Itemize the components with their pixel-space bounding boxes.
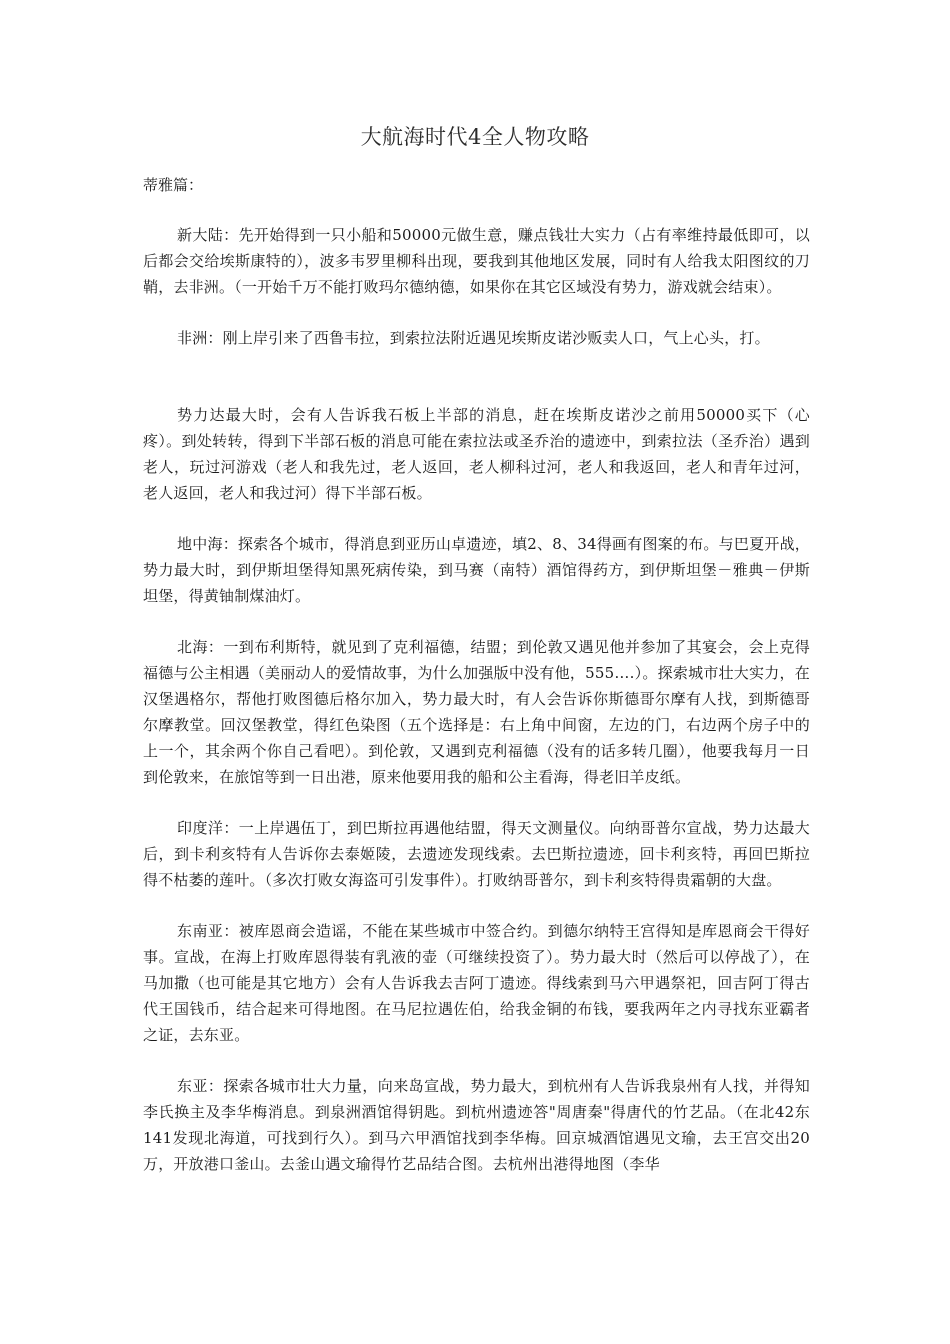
paragraph-africa-continued: 势力达最大时，会有人告诉我石板上半部的消息，赶在埃斯皮诺沙之前用50000买下（心疼）。到处转转，得到下半部石板的消息可能在索拉法或圣乔治的遗迹中，到索拉法（圣乔治）遇到老人，玩过河游戏（老人和我先过，老人返回，老人柳科过河，老人和我返回，老人和青年过河，老人返回，老人和我过河）得下半部石板。 [143,406,810,502]
document-body [143,222,810,1177]
section-heading: 蒂雅篇： [143,176,204,194]
paragraph-north-sea: 北海：一到布利斯特，就见到了克利福德，结盟；到伦敦又遇见他并参加了其宴会，会上克得福德与公主相遇（美丽动人的爱情故事，为什么加强版中没有他，555….）。探索城市壮大实力，在汉堡遇格尔，帮他打败图德后格尔加入，势力最大时，有人会告诉你斯德哥尔摩有人找，到斯德哥尔摩教堂。回汉堡教堂，得红色染图（五个选择是：右上角中间窗，左边的门，右边两个房子中的上一个，其余两个你自己看吧）。到伦敦，又遇到克利福德（没有的话多转几圈），他要我每月一日到伦敦来，在旅馆等到一日出港，原来他要用我的船和公主看海，得老旧羊皮纸。 [143,638,810,786]
paragraph-indian-ocean: 印度洋：一上岸遇伍丁，到巴斯拉再遇他结盟，得天文测量仪。向纳哥普尔宣战，势力达最大后，到卡利亥特有人告诉你去泰姬陵，去遗迹发现线索。去巴斯拉遗迹，回卡利亥特，再回巴斯拉得不枯萎的莲叶。（多次打败女海盗可引发事件）。打败纳哥普尔，到卡利亥特得贵霜朝的大盘。 [143,819,810,889]
document-title: 大航海时代4全人物攻略 [360,125,590,149]
paragraph-southeast-asia: 东南亚：被库恩商会造谣，不能在某些城市中签合约。到德尔纳特王宫得知是库恩商会干得好事。宣战，在海上打败库恩得装有乳液的壶（可继续投资了）。势力最大时（然后可以停战了），在马加撒（也可能是其它地方）会有人告诉我去吉阿丁遗迹。得线索到马六甲遇祭祀，回吉阿丁得古代王国钱币，结合起来可得地图。在马尼拉遇佐伯，给我金铜的布钱，要我两年之内寻找东亚霸者之证，去东亚。 [143,922,810,1044]
paragraph-mediterranean: 地中海：探索各个城市，得消息到亚历山卓遗迹，填2、8、34得画有图案的布。与巴夏开战，势力最大时，到伊斯坦堡得知黑死病传染，到马赛（南特）酒馆得药方，到伊斯坦堡－雅典－伊斯坦堡，得黄铀制煤油灯。 [143,535,810,605]
paragraph-africa: 非洲：刚上岸引来了西鲁韦拉，到索拉法附近遇见埃斯皮诺沙贩卖人口，气上心头，打。 [177,329,770,347]
paragraph-new-world: 新大陆：先开始得到一只小船和50000元做生意，赚点钱壮大实力（占有率维持最低即可，以后都会交给埃斯康特的），波多韦罗里柳科出现，要我到其他地区发展，同时有人给我太阳图纹的刀鞘，去非洲。（一开始千万不能打败玛尔德纳德，如果你在其它区域没有势力，游戏就会结束）。 [143,226,810,296]
paragraph-east-asia: 东亚：探索各城市壮大力量，向来岛宣战，势力最大，到杭州有人告诉我泉州有人找，并得知李氏换主及李华梅消息。到泉洲酒馆得钥匙。到杭州遗迹答"周唐秦"得唐代的竹艺品。（在北42东141发现北海道，可找到行久）。到马六甲酒馆找到李华梅。回京城酒馆遇见文瑜，去王宫交出20万，开放港口釜山。去釜山遇文瑜得竹艺品结合图。去杭州出港得地图（李华 [143,1077,810,1173]
